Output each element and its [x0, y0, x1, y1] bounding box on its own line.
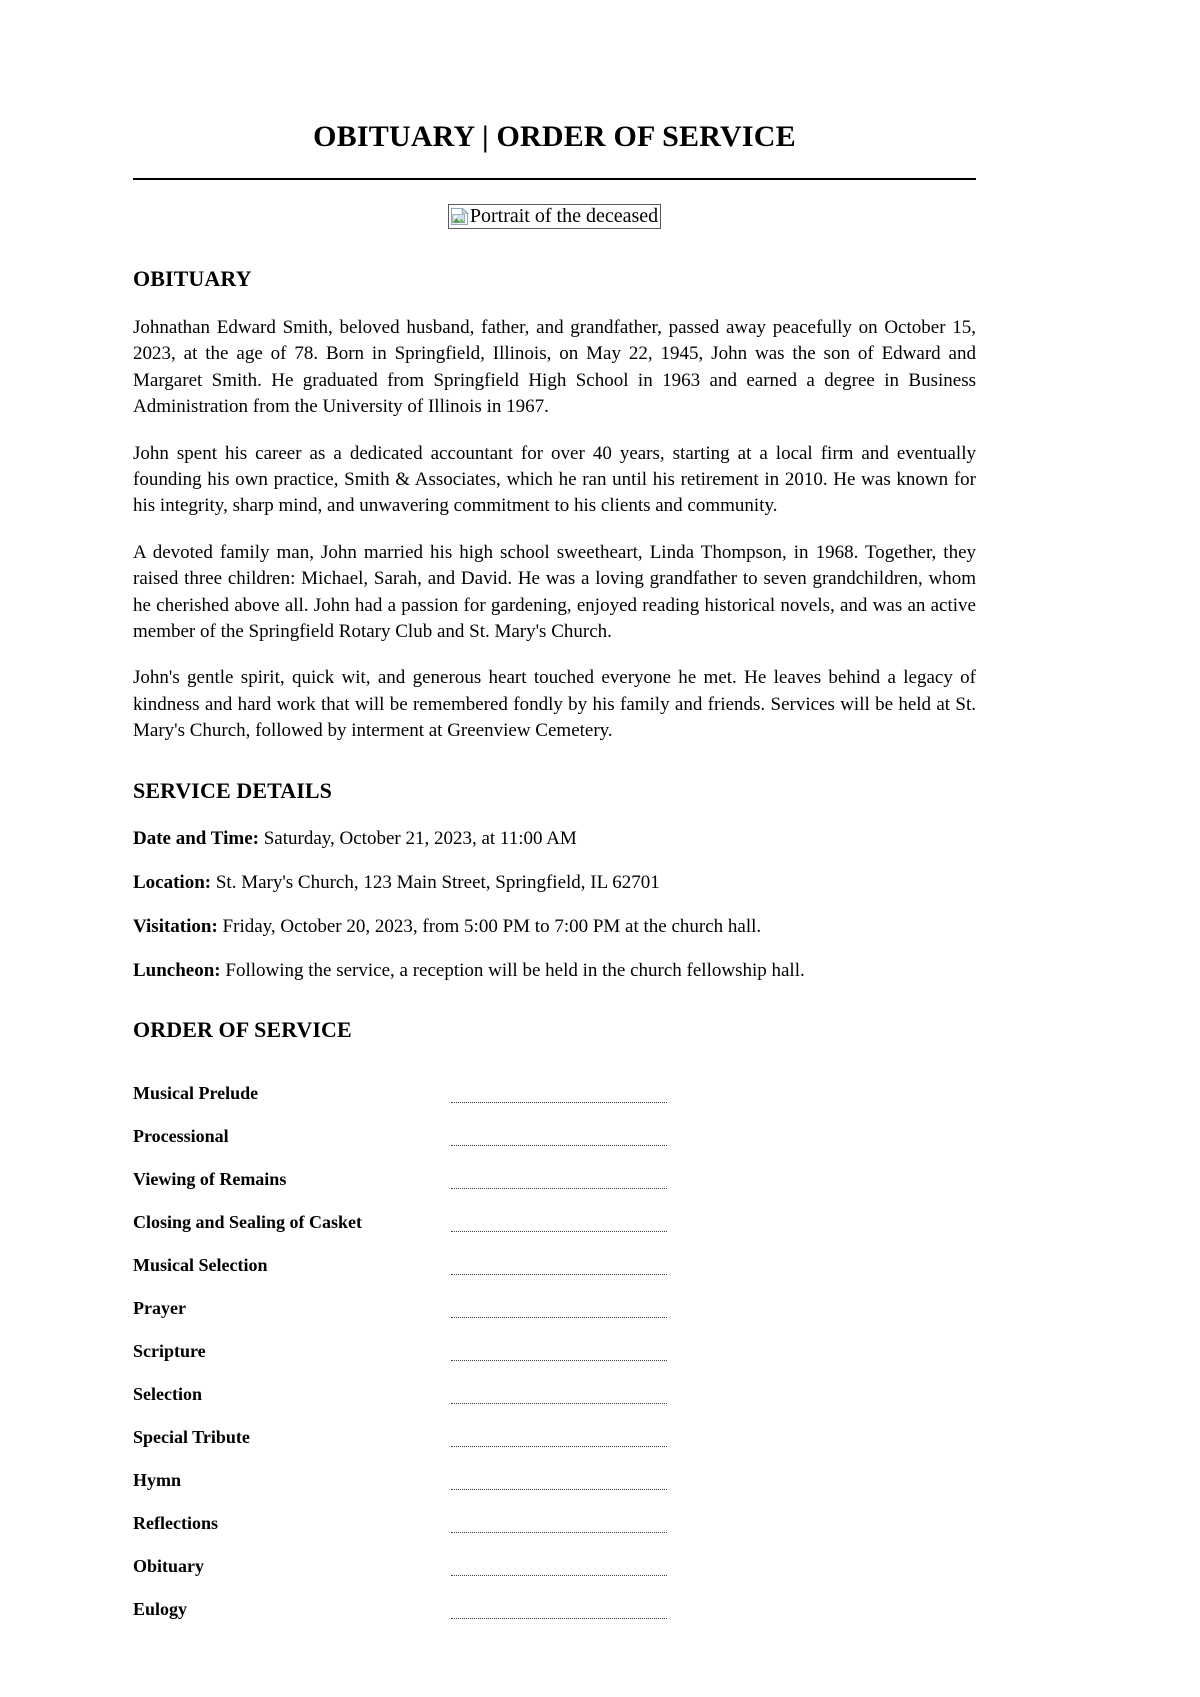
order-of-service-row [133, 1149, 976, 1192]
order-of-service-row [133, 1063, 976, 1106]
order-of-service-row [133, 1579, 976, 1622]
order-item-leader-line [451, 1219, 667, 1232]
order-item-leader-line [451, 1563, 667, 1576]
order-item-label: Eulogy [133, 1599, 188, 1620]
service-detail-label: Date and Time: [133, 827, 259, 849]
obituary-body [133, 315, 976, 745]
order-item-label: Musical Prelude [133, 1083, 259, 1104]
service-detail-label: Location: [133, 871, 212, 893]
service-detail-row [133, 826, 976, 852]
service-detail-value: Following the service, a reception will be held in the church fellowship hall. [225, 959, 805, 981]
order-item-leader-line [451, 1090, 667, 1103]
portrait-alt-text: Portrait of the deceased [469, 205, 659, 227]
order-item-leader-line [451, 1133, 667, 1146]
order-of-service-row [133, 1536, 976, 1579]
order-of-service-list [133, 1063, 976, 1622]
service-detail-row [133, 914, 976, 940]
order-of-service-heading: ORDER OF SERVICE [133, 1016, 352, 1042]
order-of-service-row [133, 1321, 976, 1364]
order-item-leader-line [451, 1520, 667, 1533]
order-item-label: Selection [133, 1384, 202, 1405]
order-of-service-row [133, 1106, 976, 1149]
order-item-label: Special Tribute [133, 1427, 250, 1448]
service-detail-value: Friday, October 20, 2023, from 5:00 PM to 7:00 PM at the church hall. [222, 915, 762, 937]
order-item-leader-line [451, 1477, 667, 1490]
broken-image-icon [450, 207, 469, 226]
order-item-label: Viewing of Remains [133, 1169, 287, 1190]
service-details-heading: SERVICE DETAILS [133, 777, 332, 803]
obituary-paragraph: John spent his career as a dedicated accountant for over 40 years, starting at a local firm and eventually founding his own practice, Smith & Associates, which he ran until his retirement in 2010. He was known for his integrity, sharp mind, and unwavering commitment to his clients and community. [133, 442, 976, 517]
order-item-leader-line [451, 1176, 667, 1189]
order-of-service-row [133, 1450, 976, 1493]
obituary-paragraph: A devoted family man, John married his high school sweetheart, Linda Thompson, in 1968. Together, they raised three children: Michael, Sarah, and David. He was a loving grandfather to seven grandchildren, whom he cherished above all. John had a passion for gardening, enjoyed reading historical novels, and was an active member of the Springfield Rotary Club and St. Mary's Church. [133, 541, 976, 642]
service-detail-row [133, 958, 976, 984]
obituary-paragraph: Johnathan Edward Smith, beloved husband, father, and grandfather, passed away peacefully on October 15, 2023, at the age of 78. Born in Springfield, Illinois, on May 22, 1945, John was the son of Edward and Margaret Smith. He graduated from Springfield High School in 1963 and earned a degree in Business Administration from the University of Illinois in 1967. [133, 316, 976, 418]
order-item-label: Processional [133, 1126, 229, 1147]
order-of-service-row [133, 1278, 976, 1321]
order-item-label: Musical Selection [133, 1255, 268, 1276]
order-item-label: Closing and Sealing of Casket [133, 1212, 363, 1233]
order-item-label: Hymn [133, 1470, 182, 1491]
page-title: OBITUARY | ORDER OF SERVICE [313, 120, 796, 153]
order-item-label: Prayer [133, 1298, 186, 1319]
service-detail-label: Luncheon: [133, 959, 221, 981]
order-of-service-row [133, 1235, 976, 1278]
order-item-leader-line [451, 1262, 667, 1275]
service-detail-value: St. Mary's Church, 123 Main Street, Springfield, IL 62701 [215, 871, 660, 893]
title-divider [133, 178, 976, 180]
order-of-service-row [133, 1407, 976, 1450]
service-detail-value: Saturday, October 21, 2023, at 11:00 AM [263, 827, 577, 849]
order-item-label: Reflections [133, 1513, 218, 1534]
order-item-label: Obituary [133, 1556, 205, 1577]
order-of-service-row [133, 1192, 976, 1235]
order-item-leader-line [451, 1348, 667, 1361]
obituary-heading: OBITUARY [133, 265, 252, 291]
order-item-leader-line [451, 1305, 667, 1318]
order-item-leader-line [451, 1434, 667, 1447]
service-details-list [133, 826, 976, 984]
order-of-service-row [133, 1493, 976, 1536]
service-detail-label: Visitation: [133, 915, 218, 937]
order-item-leader-line [451, 1606, 667, 1619]
order-item-leader-line [451, 1391, 667, 1404]
portrait-broken-image [448, 204, 661, 229]
order-item-label: Scripture [133, 1341, 206, 1362]
portrait-container [133, 204, 976, 238]
service-detail-row [133, 870, 976, 896]
order-of-service-row [133, 1364, 976, 1407]
obituary-paragraph: John's gentle spirit, quick wit, and generous heart touched everyone he met. He leaves behind a legacy of kindness and hard work that will be remembered fondly by his family and friends. Services will be held at St. Mary's Church, followed by interment at Greenview Cemetery. [133, 667, 976, 742]
